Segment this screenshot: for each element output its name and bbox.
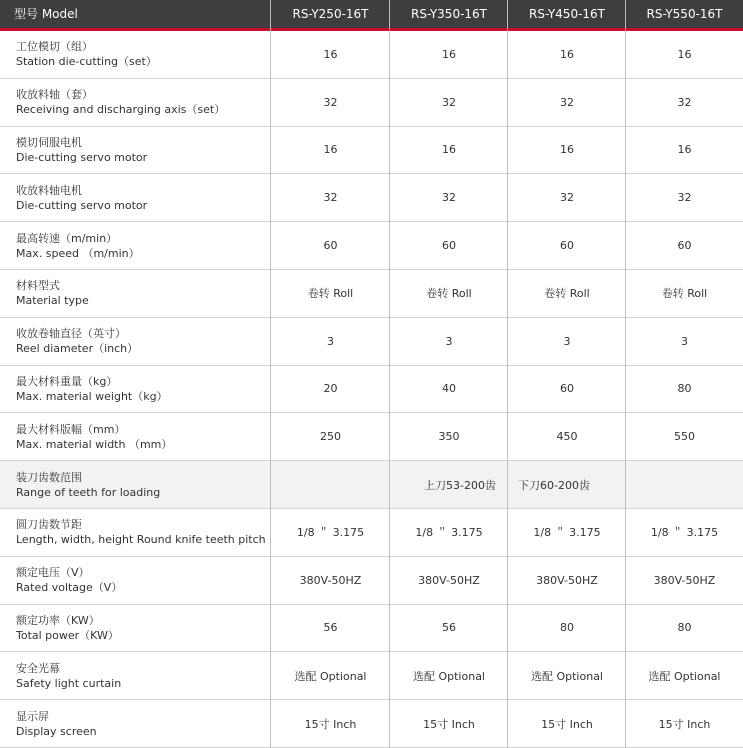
header-model-3: RS-Y450-16T xyxy=(528,7,606,21)
row-label xyxy=(16,222,140,269)
value-cell: 卷转 Roll xyxy=(544,287,590,301)
row-label xyxy=(16,509,266,556)
value-cell: 16 xyxy=(442,47,456,61)
header-model-1: RS-Y250-16T xyxy=(292,7,369,21)
value-cell: 450 xyxy=(556,430,578,444)
value-cell: 3 xyxy=(563,334,571,348)
column-divider xyxy=(270,0,271,748)
value-cell: 3 xyxy=(445,334,453,348)
value-cell: 32 xyxy=(323,191,338,205)
row-label-en: Reel diameter（inch） xyxy=(16,342,139,356)
value-cell: 卷转 Roll xyxy=(426,287,472,301)
row-label xyxy=(16,79,225,126)
value-cell: 32 xyxy=(442,191,456,205)
value-cell: 380V-50HZ xyxy=(536,573,598,587)
value-cell: 1/8 ＂ 3.175 xyxy=(296,526,365,540)
spanned-value: 下刀60-200齿 xyxy=(518,478,590,492)
row-label-en: Max. material weight（kg） xyxy=(16,389,168,403)
value-cell: 32 xyxy=(677,95,692,109)
row-label xyxy=(16,461,160,508)
row-label xyxy=(16,366,168,413)
table-row xyxy=(0,700,743,748)
value-cell: 15寸 Inch xyxy=(541,717,593,731)
row-label-zh: 安全光幕 xyxy=(16,661,60,675)
row-label-zh: 显示屏 xyxy=(16,709,49,723)
table-row xyxy=(0,652,743,700)
row-label-zh: 工位模切（组） xyxy=(16,40,93,54)
value-cell: 60 xyxy=(442,239,456,253)
value-cell: 32 xyxy=(560,95,574,109)
row-label-zh: 模切伺服电机 xyxy=(16,135,82,149)
header-model-label: 型号 Model xyxy=(14,7,78,21)
value-cell: 250 xyxy=(320,430,341,444)
row-label-en: Material type xyxy=(16,294,89,308)
table-row xyxy=(0,174,743,222)
table-row xyxy=(0,557,743,605)
value-cell: 卷转 Roll xyxy=(307,287,354,301)
table-row xyxy=(0,270,743,318)
value-cell: 15寸 Inch xyxy=(304,717,357,731)
value-cell: 15寸 Inch xyxy=(423,717,475,731)
value-cell: 16 xyxy=(560,143,574,157)
column-divider xyxy=(507,0,508,748)
row-label-zh: 圆刀齿数节距 xyxy=(16,518,82,532)
value-cell: 56 xyxy=(323,621,338,635)
row-label xyxy=(16,652,121,699)
table-row xyxy=(0,413,743,461)
row-label-zh: 最高转速（m/min） xyxy=(16,231,118,245)
spanned-value: 上刀53-200齿 xyxy=(424,478,496,492)
table-row xyxy=(0,366,743,414)
column-divider xyxy=(625,0,626,748)
row-label xyxy=(16,270,89,317)
row-label-en: Station die-cutting（set） xyxy=(16,55,157,69)
row-label-en: Range of teeth for loading xyxy=(16,485,161,499)
row-label-en: Max. material width （mm） xyxy=(16,437,173,451)
table-row xyxy=(0,461,743,509)
value-cell: 60 xyxy=(560,382,574,396)
table-row xyxy=(0,79,743,127)
value-cell: 16 xyxy=(442,143,456,157)
row-label-zh: 材料型式 xyxy=(16,279,60,293)
value-cell: 380V-50HZ xyxy=(653,573,716,587)
table-row xyxy=(0,509,743,557)
row-label-en: Display screen xyxy=(16,724,97,738)
table-row xyxy=(0,222,743,270)
value-cell: 16 xyxy=(323,143,338,157)
value-cell: 60 xyxy=(560,239,574,253)
row-label xyxy=(16,127,147,174)
row-label-zh: 收放料轴（套） xyxy=(16,88,93,102)
value-cell: 40 xyxy=(442,382,456,396)
value-cell: 3 xyxy=(327,334,334,348)
row-label-zh: 收放卷轴直径（英寸） xyxy=(16,327,126,341)
value-cell: 16 xyxy=(677,143,692,157)
value-cell: 32 xyxy=(323,95,338,109)
value-cell: 选配 Optional xyxy=(530,669,603,683)
row-label-en: Receiving and discharging axis（set） xyxy=(16,103,226,117)
table-header xyxy=(0,0,743,28)
value-cell: 80 xyxy=(677,621,692,635)
row-label-zh: 收放料轴电机 xyxy=(16,183,82,197)
row-label-zh: 额定电压（V） xyxy=(16,566,90,580)
value-cell: 350 xyxy=(438,430,460,444)
value-cell: 80 xyxy=(560,621,574,635)
value-cell: 选配 Optional xyxy=(648,669,721,683)
value-cell: 选配 Optional xyxy=(412,669,485,683)
value-cell: 1/8 ＂ 3.175 xyxy=(533,526,601,540)
value-cell: 16 xyxy=(677,47,692,61)
row-label-en: Safety light curtain xyxy=(16,676,122,690)
value-cell: 32 xyxy=(442,95,456,109)
value-cell: 16 xyxy=(560,47,574,61)
row-label-zh: 最大材料版幅（mm） xyxy=(16,422,126,436)
row-label xyxy=(16,605,119,652)
row-label-en: Die-cutting servo motor xyxy=(16,150,148,164)
value-cell: 32 xyxy=(560,191,574,205)
value-cell: 60 xyxy=(323,239,338,253)
row-label-en: Length, width, height Round knife teeth pitch xyxy=(16,533,266,547)
value-cell: 380V-50HZ xyxy=(418,573,480,587)
value-cell: 380V-50HZ xyxy=(299,573,362,587)
row-label xyxy=(16,557,122,604)
row-label-en: Total power（KW） xyxy=(16,628,119,642)
header-model-2: RS-Y350-16T xyxy=(410,7,488,21)
value-cell: 20 xyxy=(323,382,338,396)
row-label-zh: 最大材料重量（kg） xyxy=(16,374,118,388)
table-row xyxy=(0,318,743,366)
value-cell: 选配 Optional xyxy=(294,669,367,683)
value-cell: 80 xyxy=(677,382,692,396)
header-model-4: RS-Y550-16T xyxy=(646,7,723,21)
table-row xyxy=(0,127,743,175)
row-label-en: Max. speed （m/min） xyxy=(16,246,140,260)
value-cell: 60 xyxy=(677,239,692,253)
value-cell: 550 xyxy=(674,430,695,444)
row-label-zh: 额定功率（KW） xyxy=(16,613,100,627)
value-cell: 56 xyxy=(442,621,456,635)
value-cell: 3 xyxy=(681,334,688,348)
row-label-en: Die-cutting servo motor xyxy=(16,198,148,212)
row-label-en: Rated voltage（V） xyxy=(16,581,123,595)
value-cell: 1/8 ＂ 3.175 xyxy=(650,526,719,540)
row-label xyxy=(16,413,172,460)
row-label xyxy=(16,318,138,365)
value-cell: 卷转 Roll xyxy=(661,287,708,301)
row-label xyxy=(16,700,97,747)
value-cell: 1/8 ＂ 3.175 xyxy=(415,526,483,540)
row-label xyxy=(16,174,147,221)
row-label-zh: 装刀齿数范围 xyxy=(16,470,82,484)
value-cell: 32 xyxy=(677,191,692,205)
column-divider xyxy=(389,0,390,748)
table-row xyxy=(0,31,743,79)
value-cell: 16 xyxy=(323,47,338,61)
row-label xyxy=(16,31,157,78)
table-row xyxy=(0,605,743,653)
value-cell: 15寸 Inch xyxy=(658,717,711,731)
